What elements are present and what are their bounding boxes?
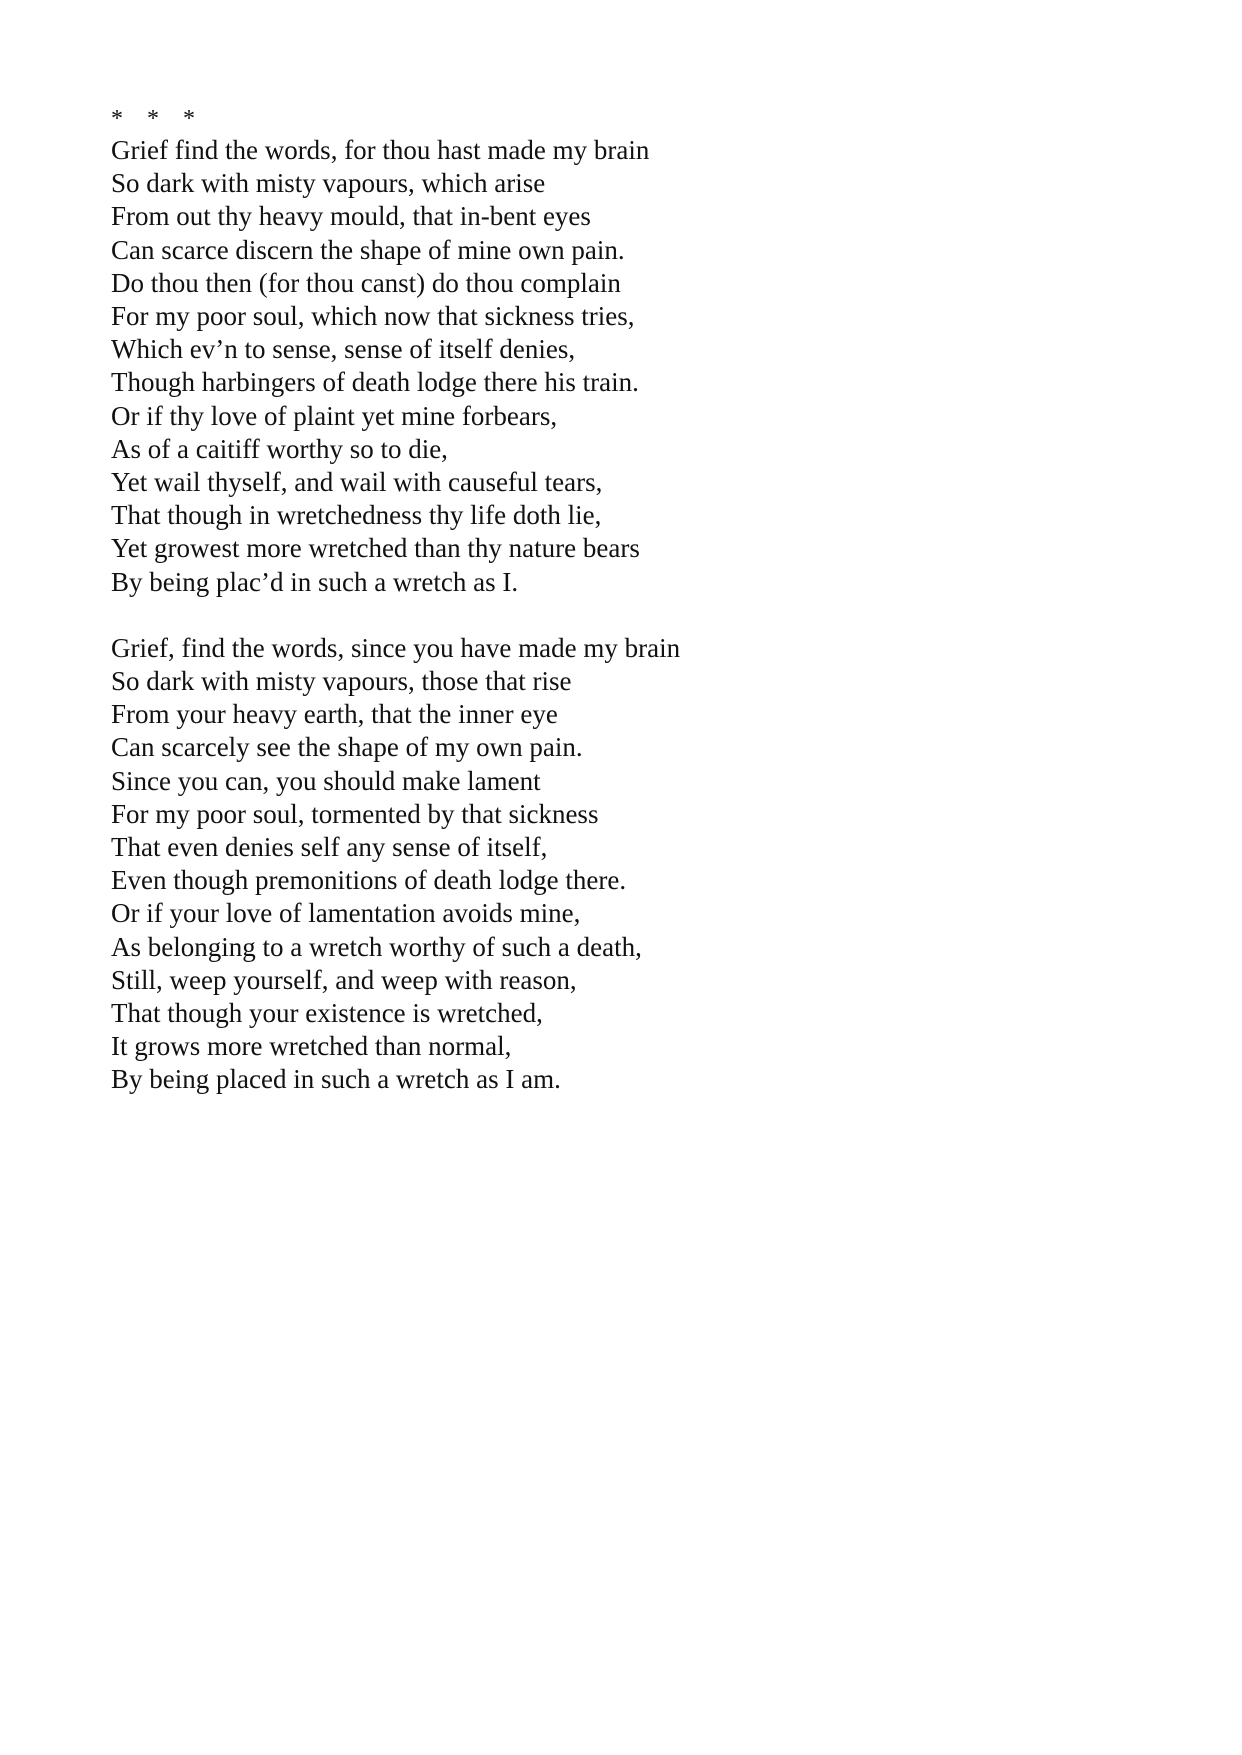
- modern-poem-line: Still, weep yourself, and weep with reason,: [111, 964, 577, 995]
- modern-poem-line: By being placed in such a wretch as I am.: [111, 1064, 561, 1095]
- poem-line: Yet wail thyself, and wail with causeful tears,: [111, 467, 603, 498]
- poem-line: For my poor soul, which now that sickness tries,: [111, 301, 635, 332]
- poem-text-area: [111, 104, 1011, 1097]
- section-separator: * * *: [111, 106, 204, 132]
- poem-line: Do thou then (for thou canst) do thou complain: [111, 267, 621, 298]
- stanza-gap: [111, 599, 1011, 632]
- modern-poem-line: From your heavy earth, that the inner eye: [111, 699, 558, 730]
- modern-poem-line: Or if your love of lamentation avoids mine,: [111, 898, 581, 929]
- poem-line: So dark with misty vapours, which arise: [111, 168, 546, 199]
- poem-line: Can scarce discern the shape of mine own pain.: [111, 234, 625, 265]
- poem-line: Grief find the words, for thou hast made my brain: [111, 135, 650, 165]
- modern-poem-line: Grief, find the words, since you have made my brain: [111, 632, 681, 663]
- poem-line: Or if thy love of plaint yet mine forbears,: [111, 400, 558, 431]
- poem-line: By being plac’d in such a wretch as I.: [111, 566, 519, 597]
- modern-poem-line: That even denies self any sense of itself,: [111, 832, 548, 863]
- poem-line: Yet growest more wretched than thy nature bears: [111, 533, 640, 564]
- original-poem-stanza: [111, 134, 1011, 599]
- modern-poem-line: As belonging to a wretch worthy of such a death,: [111, 931, 642, 962]
- modern-poem-line: For my poor soul, tormented by that sickness: [111, 798, 599, 829]
- modern-poem-line: That though your existence is wretched,: [111, 998, 543, 1029]
- modern-poem-line: Since you can, you should make lament: [111, 765, 541, 796]
- poem-line: Though harbingers of death lodge there his train.: [111, 367, 639, 398]
- modern-poem-line: It grows more wretched than normal,: [111, 1031, 512, 1062]
- modern-poem-line: Can scarcely see the shape of my own pain.: [111, 732, 583, 763]
- poem-line: From out thy heavy mould, that in-bent eyes: [111, 201, 591, 232]
- modern-version-stanza: [111, 632, 1011, 1097]
- poem-line: As of a caitiff worthy so to die,: [111, 433, 448, 464]
- poem-line: That though in wretchedness thy life doth lie,: [111, 500, 602, 531]
- poem-line: Which ev’n to sense, sense of itself denies,: [111, 334, 576, 365]
- modern-poem-line: Even though premonitions of death lodge there.: [111, 865, 627, 896]
- modern-poem-line: So dark with misty vapours, those that rise: [111, 666, 572, 697]
